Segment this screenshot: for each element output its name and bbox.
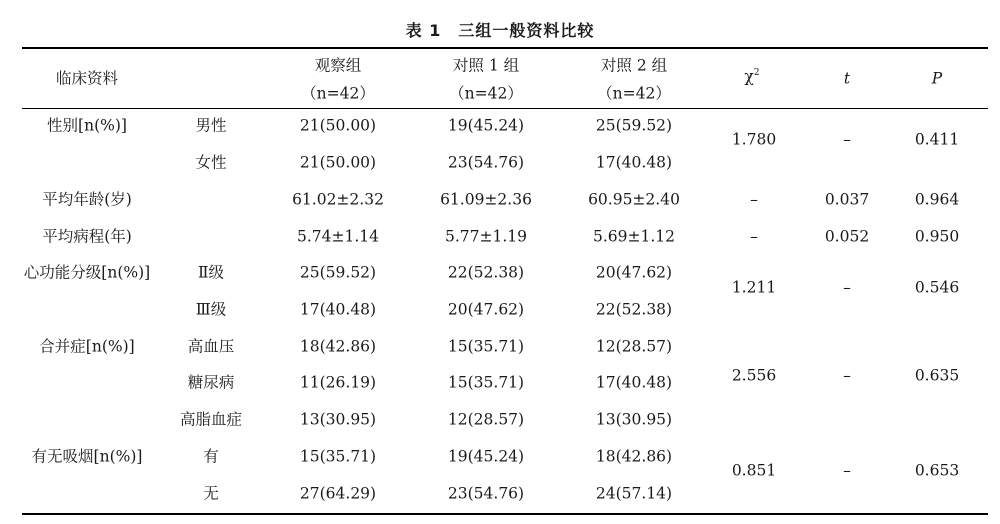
- row-sublabel: 高脂血症: [179, 410, 243, 429]
- control2-value: 60.95±2.40: [588, 190, 680, 209]
- observation-value: 13(30.95): [299, 410, 377, 429]
- sex-p: 0.411: [914, 130, 960, 149]
- control2-value: 5.69±1.12: [592, 227, 676, 246]
- p-value: 0.964: [914, 190, 960, 209]
- cardiac-t: –: [843, 278, 851, 297]
- smoking-p: 0.653: [914, 461, 960, 480]
- row-label: 有无吸烟[n(%)]: [31, 447, 143, 466]
- chi-value: –: [750, 190, 758, 209]
- comorbidity-p: 0.635: [914, 366, 960, 385]
- control2-value: 25(59.52): [595, 116, 673, 135]
- observation-value: 11(26.19): [299, 373, 377, 392]
- control1-value: 20(47.62): [447, 300, 525, 319]
- header-t: t: [843, 69, 851, 88]
- row-sublabel: Ⅲ级: [195, 300, 227, 319]
- control1-value: 15(35.71): [447, 373, 525, 392]
- observation-value: 15(35.71): [299, 447, 377, 466]
- header-control1-group: 对照 1 组: [452, 56, 520, 75]
- sex-t: –: [843, 130, 851, 149]
- control2-value: 20(47.62): [595, 263, 673, 282]
- observation-value: 18(42.86): [299, 337, 377, 356]
- control1-value: 61.09±2.36: [440, 190, 532, 209]
- header-observation-n: （n=42）: [301, 84, 375, 103]
- control2-value: 17(40.48): [595, 153, 673, 172]
- control1-value: 19(45.24): [447, 116, 525, 135]
- sex-chi: 1.780: [731, 130, 777, 149]
- p-value: 0.950: [914, 227, 960, 246]
- observation-value: 61.02±2.32: [292, 190, 384, 209]
- smoking-chi: 0.851: [731, 461, 777, 480]
- row-sublabel: 女性: [195, 153, 227, 172]
- control1-value: 23(54.76): [447, 484, 525, 503]
- header-p: P: [931, 69, 943, 88]
- observation-value: 21(50.00): [299, 153, 377, 172]
- row-sublabel: 高血压: [187, 337, 235, 356]
- table-caption: 表 1 三组一般资料比较: [405, 21, 595, 40]
- header-control1-n: （n=42）: [449, 84, 523, 103]
- observation-value: 21(50.00): [299, 116, 377, 135]
- control2-value: 17(40.48): [595, 373, 673, 392]
- row-sublabel: Ⅱ级: [197, 263, 225, 282]
- header-rule: [22, 108, 988, 109]
- smoking-t: –: [843, 461, 851, 480]
- header-chi-square: $\chi^2$: [744, 67, 760, 86]
- observation-value: 5.74±1.14: [296, 227, 380, 246]
- control1-value: 5.77±1.19: [444, 227, 528, 246]
- row-label: 合并症[n(%)]: [39, 337, 135, 356]
- cardiac-p: 0.546: [914, 278, 960, 297]
- t-value: 0.037: [824, 190, 870, 209]
- control2-value: 24(57.14): [595, 484, 673, 503]
- comorbidity-chi: 2.556: [731, 366, 777, 385]
- header-observation-group: 观察组: [314, 56, 362, 75]
- control1-value: 15(35.71): [447, 337, 525, 356]
- header-item: 临床资料: [55, 69, 119, 88]
- observation-value: 17(40.48): [299, 300, 377, 319]
- control1-value: 23(54.76): [447, 153, 525, 172]
- observation-value: 25(59.52): [299, 263, 377, 282]
- row-sublabel: 男性: [195, 116, 227, 135]
- observation-value: 27(64.29): [299, 484, 377, 503]
- top-rule: [22, 47, 988, 49]
- row-sublabel: 无: [203, 484, 219, 503]
- row-label: 心功能分级[n(%)]: [23, 263, 151, 282]
- chi-value: –: [750, 227, 758, 246]
- control2-value: 13(30.95): [595, 410, 673, 429]
- control1-value: 19(45.24): [447, 447, 525, 466]
- row-label: 平均病程(年): [42, 227, 132, 246]
- row-sublabel: 糖尿病: [187, 373, 235, 392]
- bottom-rule: [22, 513, 988, 515]
- t-value: 0.052: [824, 227, 870, 246]
- row-label: 平均年龄(岁): [42, 190, 132, 209]
- header-control2-n: （n=42）: [597, 84, 671, 103]
- control2-value: 18(42.86): [595, 447, 673, 466]
- header-control2-group: 对照 2 组: [600, 56, 668, 75]
- control2-value: 12(28.57): [595, 337, 673, 356]
- control1-value: 12(28.57): [447, 410, 525, 429]
- cardiac-chi: 1.211: [731, 278, 777, 297]
- row-label: 性别[n(%)]: [47, 116, 127, 135]
- control2-value: 22(52.38): [595, 300, 673, 319]
- control1-value: 22(52.38): [447, 263, 525, 282]
- comorbidity-t: –: [843, 366, 851, 385]
- row-sublabel: 有: [203, 447, 219, 466]
